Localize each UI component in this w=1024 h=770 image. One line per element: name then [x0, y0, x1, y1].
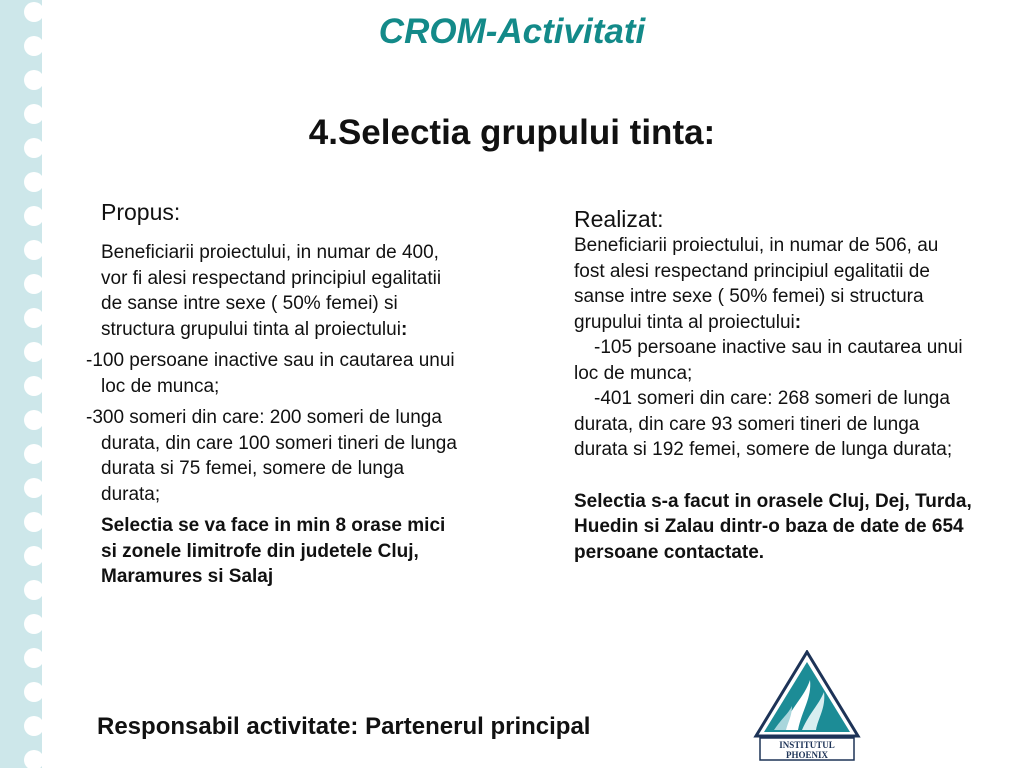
proposed-intro-text: Beneficiarii proiectului, in numar de 400, vor fi alesi respectand principiul egalitatii de sanse intre sexe ( 50% femei) si structura grupului tinta al proiectului — [101, 242, 442, 340]
achieved-heading: Realizat: — [574, 206, 664, 232]
slide-title: CROM-Activitati — [378, 12, 646, 51]
binder-hole-icon — [24, 512, 44, 532]
binder-hole-icon — [24, 274, 44, 294]
binder-hole-icon — [24, 648, 44, 668]
proposed-intro — [86, 240, 466, 342]
binder-hole-icon — [24, 546, 44, 566]
binder-hole-icon — [24, 750, 44, 770]
achieved-item-inactive: -105 persoane inactive sau in cautarea unui loc de munca; — [574, 337, 963, 384]
binder-hole-icon — [24, 342, 44, 362]
slide-subtitle: 4.Selectia grupului tinta: — [308, 113, 716, 152]
responsible-footer: Responsabil activitate: Partenerul principal — [97, 713, 591, 740]
binder-hole-icon — [24, 172, 44, 192]
binder-hole-icon — [24, 716, 44, 736]
binder-hole-icon — [24, 240, 44, 260]
binder-hole-icon — [24, 580, 44, 600]
institutul-phoenix-logo — [752, 650, 862, 762]
achieved-column — [574, 205, 974, 565]
binder-hole-icon — [24, 206, 44, 226]
proposed-heading: Propus: — [101, 199, 181, 225]
spacer — [574, 463, 974, 489]
binder-hole-icon — [24, 376, 44, 396]
binder-hole-icon — [24, 614, 44, 634]
binder-hole-icon — [24, 70, 44, 90]
proposed-item-unemployed: -300 someri din care: 200 someri de lunga durata, din care 100 someri tineri de lunga durata si 75 femei, somere de lunga durata; — [86, 407, 457, 505]
logo-line-2: PHOENIX — [785, 750, 829, 760]
proposed-conclusion: Selectia se va face in min 8 orase mici si zonele limitrofe din judetele Cluj, Maramures si Salaj — [101, 515, 446, 587]
proposed-column — [86, 198, 466, 596]
binder-hole-icon — [24, 682, 44, 702]
proposed-intro-colon: : — [400, 318, 408, 340]
achieved-item-unemployed: -401 someri din care: 268 someri de lunga durata, din care 93 someri tineri de lunga durata si 192 femei, somere de lunga durata; — [574, 388, 953, 460]
binder-hole-icon — [24, 444, 44, 464]
achieved-intro-text: Beneficiarii proiectului, in numar de 506, au fost alesi respectand principiul egalitatii de sanse intre sexe ( 50% femei) si structura grupului tinta al proiectului — [574, 235, 939, 333]
achieved-intro-colon: : — [794, 311, 802, 333]
binder-hole-icon — [24, 308, 44, 328]
binder-hole-icon — [24, 478, 44, 498]
logo-line-1: INSTITUTUL — [779, 740, 835, 750]
proposed-item-inactive: -100 persoane inactive sau in cautarea unui loc de munca; — [86, 350, 455, 397]
binder-hole-icon — [24, 410, 44, 430]
achieved-intro — [574, 233, 974, 335]
achieved-conclusion: Selectia s-a facut in orasele Cluj, Dej, Turda, Huedin si Zalau dintr-o baza de date de 654 persoane contactate. — [574, 490, 972, 563]
